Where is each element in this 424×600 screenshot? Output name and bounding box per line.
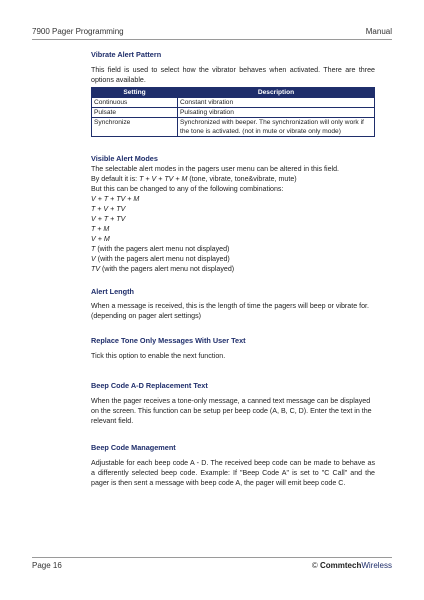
vibrate-heading: Vibrate Alert Pattern — [91, 50, 162, 59]
page-content — [91, 50, 375, 488]
table-header-description: Description — [178, 88, 375, 98]
replace-tone-text: Tick this option to enable the next function. — [91, 352, 226, 360]
beep-mgmt-heading: Beep Code Management — [91, 443, 176, 452]
footer-brand — [312, 560, 392, 572]
beep-replace-text: When the pager receives a tone-only message, a canned text message can be displayed on the screen. This function can be setup per beep code (A, B, C, D). Enter the text in the relevant field. — [91, 397, 372, 425]
vibrate-intro: This field is used to select how the vibrator behaves when activated. There are three options available. — [91, 66, 375, 84]
table-row — [92, 118, 375, 137]
beep-mgmt-text: Adjustable for each beep code A - D. The received beep code can be made to behave as a differently selected beep code. Example: If "Beep Code A" is set to "C Call" and the pager is then sent a message with beep code A, the pager will emit beep code C. — [91, 459, 375, 487]
table-cell: Pulsate — [92, 108, 178, 118]
mode-note-text: (with the pagers alert menu not displayed) — [100, 265, 235, 273]
visible-line1: The selectable alert modes in the pagers user menu can be altered in this field. — [91, 165, 340, 173]
brand-name-bold: Commtech — [319, 561, 362, 570]
header-doc-type: Manual — [365, 27, 392, 36]
copyright-symbol: © — [311, 561, 318, 570]
visible-heading: Visible Alert Modes — [91, 154, 158, 163]
table-row — [92, 98, 375, 108]
table-cell: Continuous — [92, 98, 178, 108]
table-header-setting: Setting — [92, 88, 178, 98]
table-cell: Pulsating vibration — [178, 108, 375, 118]
beep-replace-heading: Beep Code A-D Replacement Text — [91, 381, 208, 390]
header-title: 7900 Pager Programming — [32, 27, 124, 36]
mode-combination: V + M — [91, 235, 110, 243]
mode-note-text: (with the pagers alert menu not displayed) — [95, 255, 230, 263]
vibrate-table — [91, 87, 375, 137]
page-header — [32, 27, 392, 40]
mode-note — [91, 244, 375, 254]
mode-combination: V + T + TV + M — [91, 195, 140, 203]
table-cell: Synchronize — [92, 118, 178, 137]
table-cell: Synchronized with beeper. The synchronization will only work if the tone is activated. (not in mute or vibrate only mode) — [178, 118, 375, 137]
table-header-row — [92, 88, 375, 98]
mode-note — [91, 254, 375, 264]
page-footer — [32, 557, 392, 572]
mode-combination: T + M — [91, 225, 110, 233]
mode-combination: T + V + TV — [91, 205, 126, 213]
visible-line2-prefix: By default it is: — [91, 175, 140, 183]
alert-length-heading: Alert Length — [91, 287, 134, 296]
mode-combination: V + T + TV — [91, 215, 126, 223]
visible-line2 — [91, 174, 375, 184]
visible-line2-suffix: (tone, vibrate, tone&vibrate, mute) — [187, 175, 297, 183]
mode-note-code: V — [91, 255, 96, 263]
table-cell: Constant vibration — [178, 98, 375, 108]
alert-length-text: When a message is received, this is the length of time the pagers will beep or vibrate for. (depending on pager alert settings) — [91, 302, 369, 320]
page-number: Page 16 — [32, 561, 62, 570]
mode-note — [91, 264, 375, 274]
mode-note-code: TV — [91, 265, 101, 273]
visible-default-modes: T + V + TV + M — [139, 175, 188, 183]
visible-line3: But this can be changed to any of the following combinations: — [91, 185, 284, 193]
brand-name-light: Wireless — [361, 561, 392, 570]
table-row — [92, 108, 375, 118]
mode-note-text: (with the pagers alert menu not displayed) — [95, 245, 230, 253]
mode-note-code: T — [91, 245, 96, 253]
replace-tone-heading: Replace Tone Only Messages With User Text — [91, 336, 246, 345]
